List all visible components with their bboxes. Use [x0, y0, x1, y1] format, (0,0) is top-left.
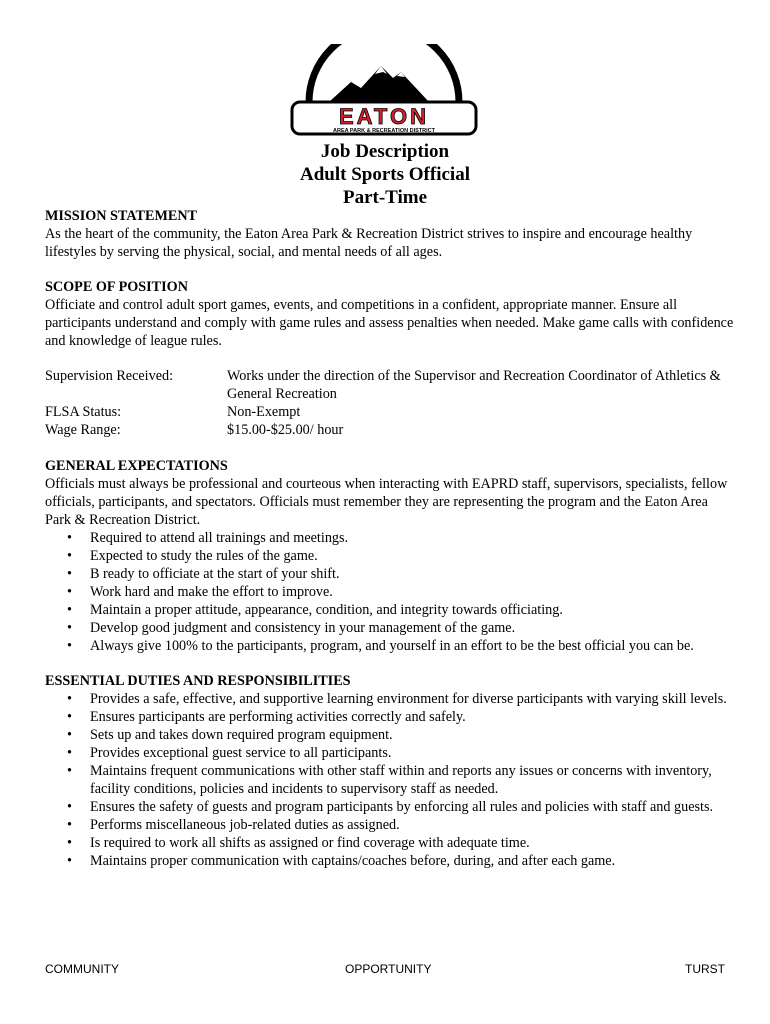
list-item: • Sets up and takes down required program equipment. [45, 726, 735, 744]
duties-section [45, 672, 735, 870]
mission-section [45, 207, 735, 261]
scope-heading: SCOPE OF POSITION [45, 279, 188, 295]
info-value: Non-Exempt [227, 404, 301, 420]
list-item: • Maintains frequent communications with other staff within and reports any issues or concerns with inventory, facility conditions, policies and incidents to supervisory staff as needed. [45, 762, 735, 798]
expectations-heading: GENERAL EXPECTATIONS [45, 458, 228, 474]
footer-center: OPPORTUNITY [345, 962, 432, 976]
list-item: • Provides a safe, effective, and supportive learning environment for diverse participants with varying skill levels. [45, 690, 735, 708]
footer-right: TURST [685, 962, 725, 976]
info-label: Supervision Received: [45, 368, 174, 384]
list-item: • Provides exceptional guest service to all participants. [45, 744, 735, 762]
logo-wordmark: EATON [339, 104, 429, 129]
expectations-list [45, 529, 735, 655]
eaton-logo [289, 44, 479, 138]
info-value: $15.00-$25.00/ hour [227, 422, 344, 438]
duties-list [45, 690, 735, 870]
logo-subtitle: AREA PARK & RECREATION DISTRICT [333, 128, 435, 134]
document-body [45, 207, 735, 887]
list-item: • Maintain a proper attitude, appearance, condition, and integrity towards officiating. [45, 601, 735, 619]
info-value: Works under the direction of the Supervisor and Recreation Coordinator of Athletics & General Recreation [227, 368, 721, 402]
scope-text: Officiate and control adult sport games, events, and competitions in a confident, appropriate manner. Ensure all participants understand and comply with game rules and assess penalties when needed. Make game calls with confidence and knowledge of league rules. [45, 297, 734, 349]
list-item: • Expected to study the rules of the game. [45, 547, 735, 565]
list-item: • B ready to officiate at the start of your shift. [45, 565, 735, 583]
list-item: • Maintains proper communication with captains/coaches before, during, and after each game. [45, 852, 735, 870]
list-item: • Required to attend all trainings and meetings. [45, 529, 735, 547]
duties-heading: ESSENTIAL DUTIES AND RESPONSIBILITIES [45, 673, 351, 689]
list-item: • Performs miscellaneous job-related duties as assigned. [45, 816, 735, 834]
list-item: • Always give 100% to the participants, program, and yourself in an effort to be the best official you can be. [45, 637, 735, 655]
document-title [0, 140, 770, 209]
eaton-logo-graphic [289, 44, 479, 138]
position-info [45, 367, 735, 439]
scope-section [45, 278, 735, 350]
expectations-intro: Officials must always be professional and courteous when interacting with EAPRD staff, supervisors, specialists, fellow officials, participants, and spectators. Officials must remember they are representing the program and the Eaton Area Park & Recreation District. [45, 476, 728, 528]
info-label: Wage Range: [45, 422, 121, 438]
list-item: • Ensures the safety of guests and program participants by enforcing all rules and policies with staff and guests. [45, 798, 735, 816]
list-item: • Ensures participants are performing activities correctly and safely. [45, 708, 735, 726]
title-line-2: Adult Sports Official [300, 164, 470, 185]
list-item: • Develop good judgment and consistency in your management of the game. [45, 619, 735, 637]
list-item: • Work hard and make the effort to improve. [45, 583, 735, 601]
footer-left: COMMUNITY [45, 962, 119, 976]
list-item: • Is required to work all shifts as assigned or find coverage with adequate time. [45, 834, 735, 852]
expectations-section [45, 457, 735, 655]
title-line-1: Job Description [320, 141, 450, 162]
info-label: FLSA Status: [45, 404, 122, 420]
title-line-3: Part-Time [342, 187, 428, 208]
mission-heading: MISSION STATEMENT [45, 208, 198, 224]
mission-text: As the heart of the community, the Eaton Area Park & Recreation District strives to inspire and encourage healthy lifestyles by serving the physical, social, and mental needs of all ages. [45, 226, 693, 260]
